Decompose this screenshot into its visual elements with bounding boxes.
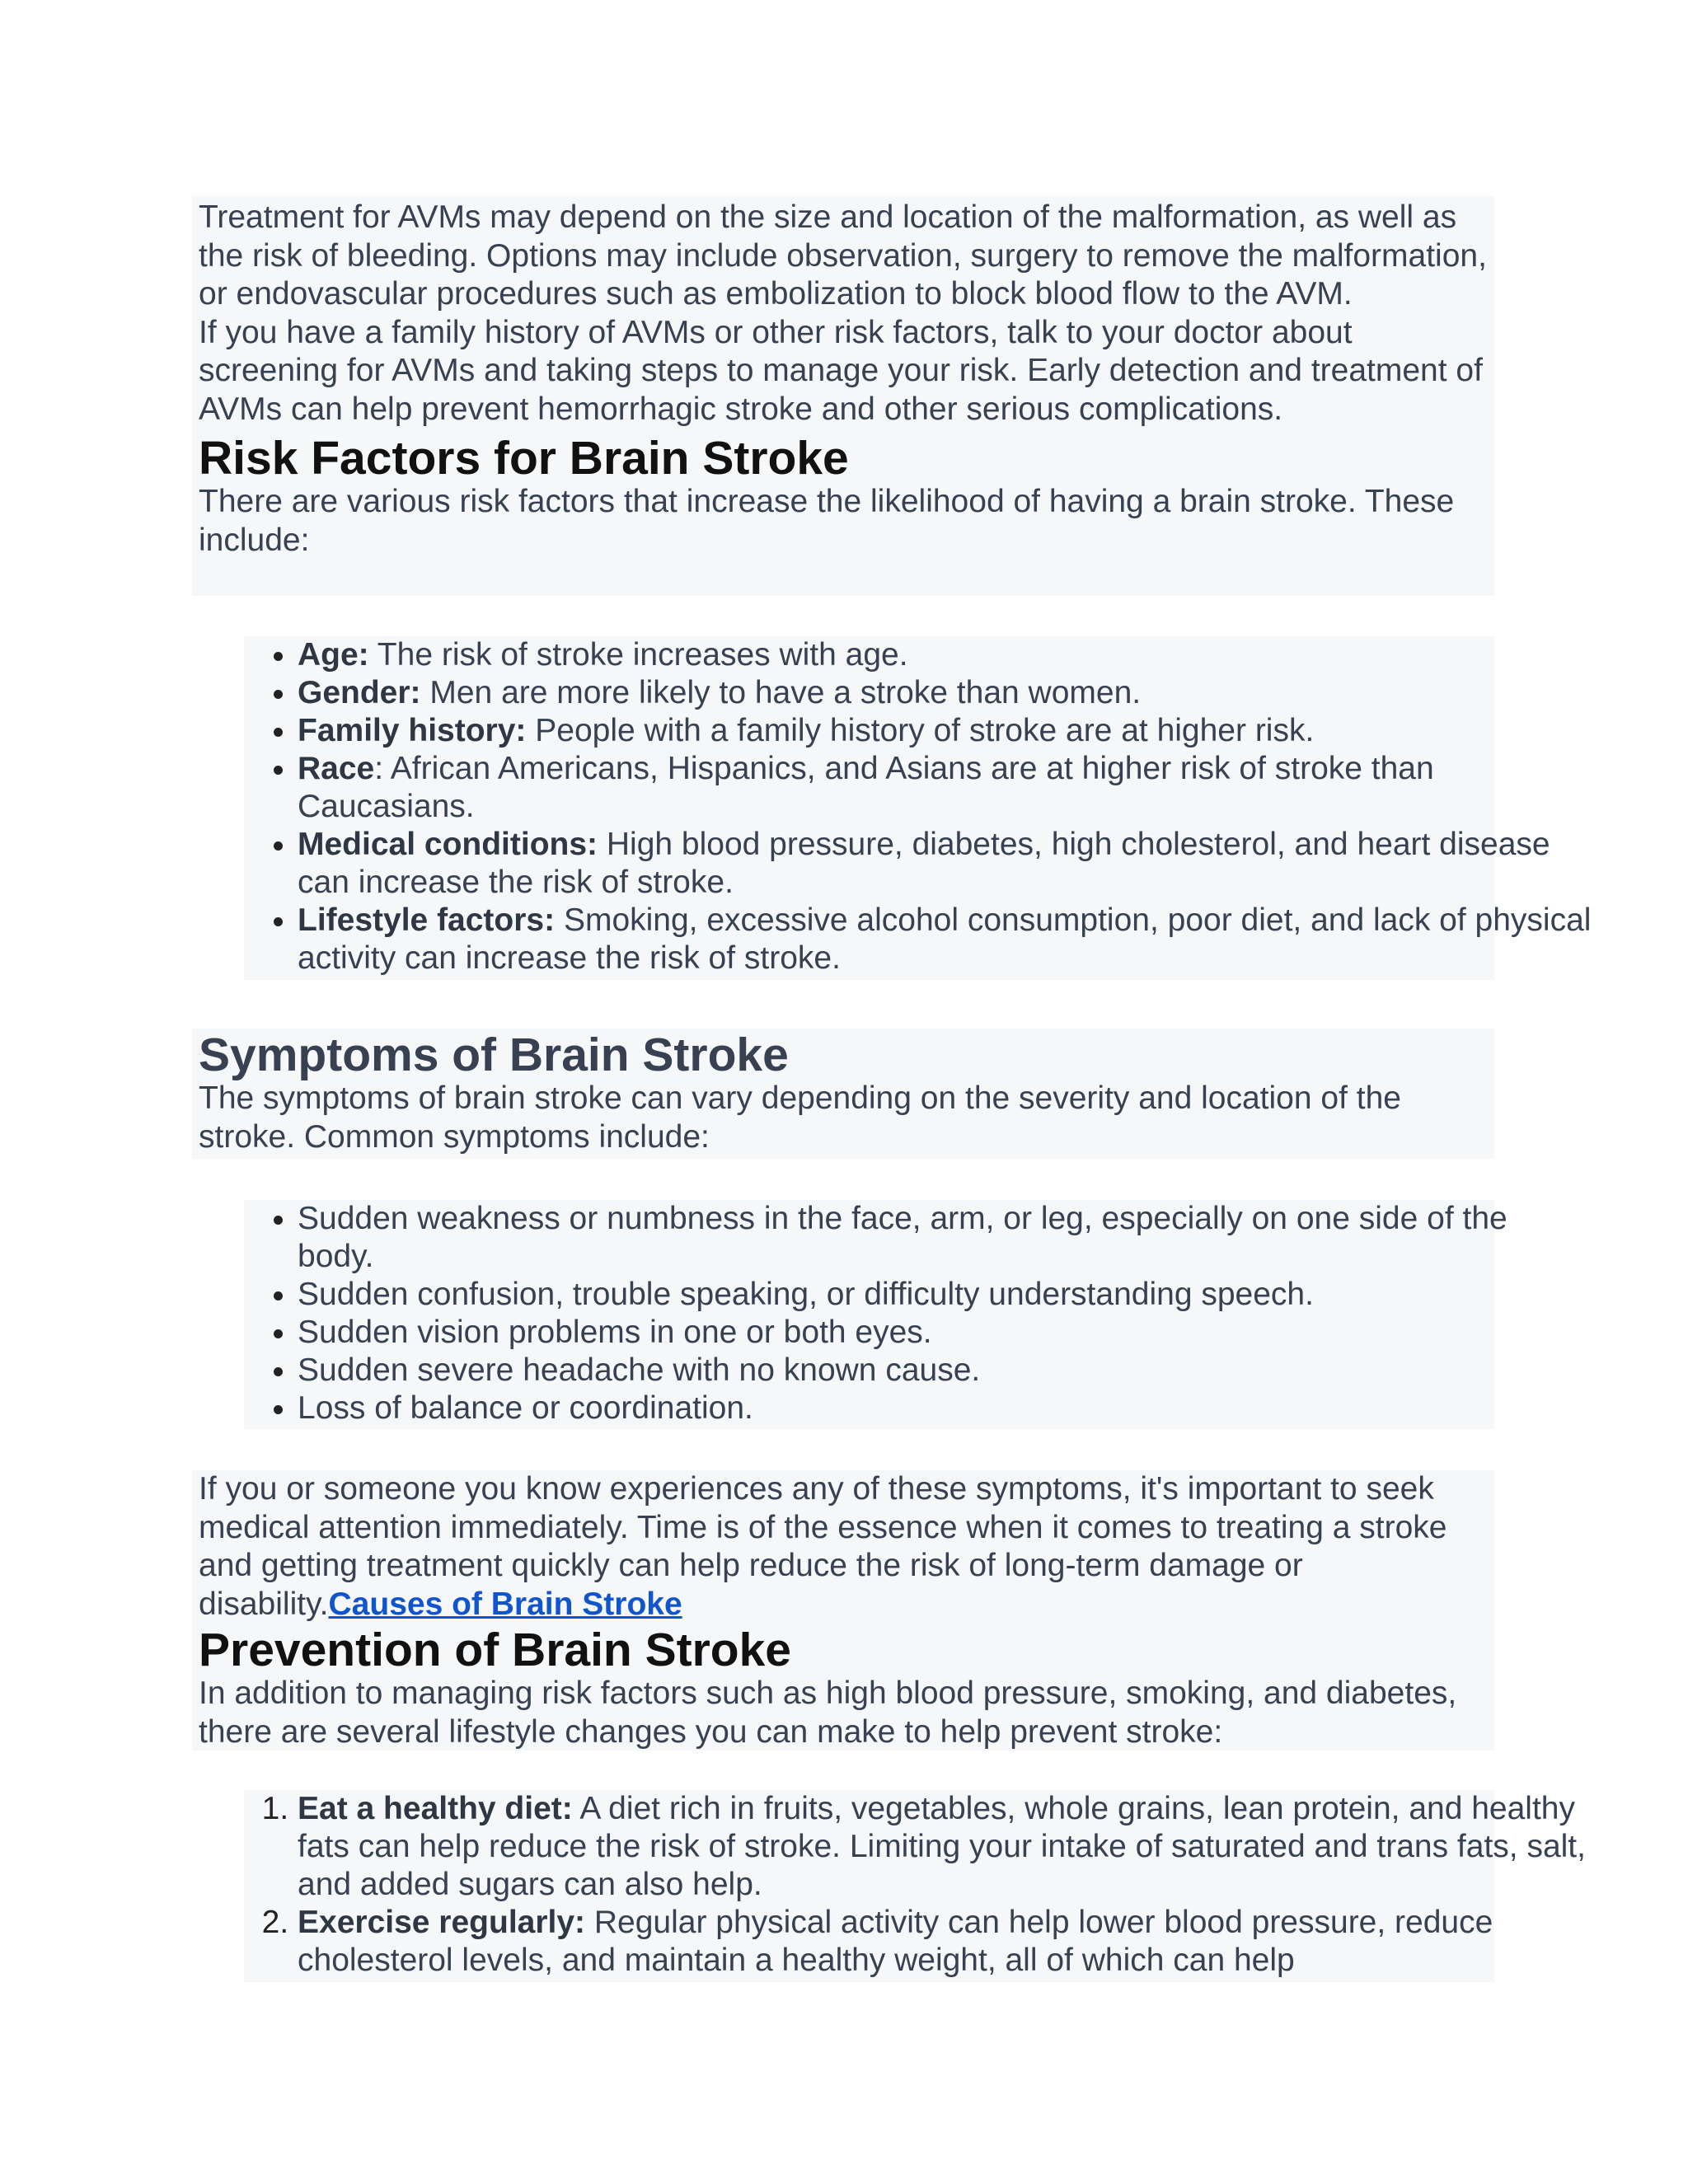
risk-factors-list — [199, 636, 1592, 977]
symptoms-section — [199, 1029, 1493, 1156]
list-item — [298, 636, 1592, 674]
list-item — [298, 750, 1592, 826]
list-item — [298, 826, 1592, 902]
risk-text: People with a family history of stroke are at higher risk. — [526, 713, 1315, 748]
risk-text: The risk of stroke increases with age. — [368, 637, 908, 673]
list-item — [298, 1790, 1592, 1904]
prevention-term: Exercise regularly: — [298, 1905, 586, 1940]
prevention-intro: In addition to managing risk factors such as high blood pressure, smoking, and diabetes, there are several lifestyle changes you can make to help prevent stroke: — [199, 1675, 1457, 1750]
risk-term: Lifestyle factors: — [298, 902, 556, 938]
risk-term: Race — [298, 751, 375, 786]
risk-factors-intro: There are various risk factors that increase the likelihood of having a brain stroke. These include: — [199, 484, 1455, 558]
followup-text: If you or someone you know experiences any of these symptoms, it's important to seek medical attention immediately. Time is of the essence when it comes to treating a stroke and getting treatment quickly can help reduce the risk of long-term damage or disability. — [199, 1471, 1447, 1622]
avm-paragraph-2: If you have a family history of AVMs or other risk factors, talk to your doctor about screening for AVMs and taking steps to manage your risk. Early detection and treatment of AVMs can help prevent hemorrhagic stroke and other serious complications. — [199, 314, 1483, 427]
list-item: • Sudden vision problems in one or both eyes. — [298, 1314, 1592, 1352]
prevention-section — [199, 1470, 1493, 1751]
symptoms-followup — [199, 1470, 1493, 1624]
prevention-text: Regular physical activity can help lower blood pressure, reduce cholesterol levels, and maintain a healthy weight, all of which can help — [298, 1905, 1493, 1978]
risk-term: Family history: — [298, 713, 527, 748]
risk-term: Age: — [298, 637, 369, 673]
prevention-heading: Prevention of Brain Stroke — [199, 1624, 791, 1676]
symptoms-intro: The symptoms of brain stroke can vary depending on the severity and location of the stroke. Common symptoms include: — [199, 1080, 1401, 1155]
risk-text: High blood pressure, diabetes, high cholesterol, and heart disease can increase the risk of stroke. — [298, 827, 1550, 900]
prevention-term: Eat a healthy diet: — [298, 1791, 573, 1826]
causes-of-brain-stroke-link[interactable]: Causes of Brain Stroke — [328, 1586, 682, 1622]
list-item — [298, 674, 1592, 712]
symptoms-heading: Symptoms of Brain Stroke — [199, 1029, 789, 1081]
list-item — [298, 1904, 1592, 1980]
list-item — [298, 712, 1592, 750]
risk-term: Gender: — [298, 675, 421, 710]
prevention-list — [199, 1790, 1592, 1980]
list-item: • Sudden weakness or numbness in the face, arm, or leg, especially on one side of the body. — [298, 1200, 1592, 1276]
avm-section — [199, 199, 1493, 560]
list-item: • Sudden confusion, trouble speaking, or difficulty understanding speech. — [298, 1276, 1592, 1314]
symptoms-list — [199, 1200, 1592, 1427]
risk-term: Medical conditions: — [298, 827, 598, 862]
prevention-text: A diet rich in fruits, vegetables, whole grains, lean protein, and healthy fats can help reduce the risk of stroke. Limiting your intake of saturated and trans fats, salt, and added sugars can also help. — [298, 1791, 1586, 1902]
risk-text: : African Americans, Hispanics, and Asians are at higher risk of stroke than Caucasians. — [298, 751, 1434, 824]
list-item — [298, 902, 1592, 977]
avm-paragraph-1: Treatment for AVMs may depend on the size and location of the malformation, as well as the risk of bleeding. Options may include observation, surgery to remove the malformation, or endovascular procedures such as embolization to block blood flow to the AVM. — [199, 199, 1487, 312]
list-item: • Loss of balance or coordination. — [298, 1390, 1592, 1427]
risk-text: Men are more likely to have a stroke than women. — [420, 675, 1142, 710]
list-item: • Sudden severe headache with no known cause. — [298, 1352, 1592, 1390]
risk-factors-heading: Risk Factors for Brain Stroke — [199, 432, 849, 485]
risk-text: Smoking, excessive alcohol consumption, poor diet, and lack of physical activity can increase the risk of stroke. — [298, 902, 1592, 976]
